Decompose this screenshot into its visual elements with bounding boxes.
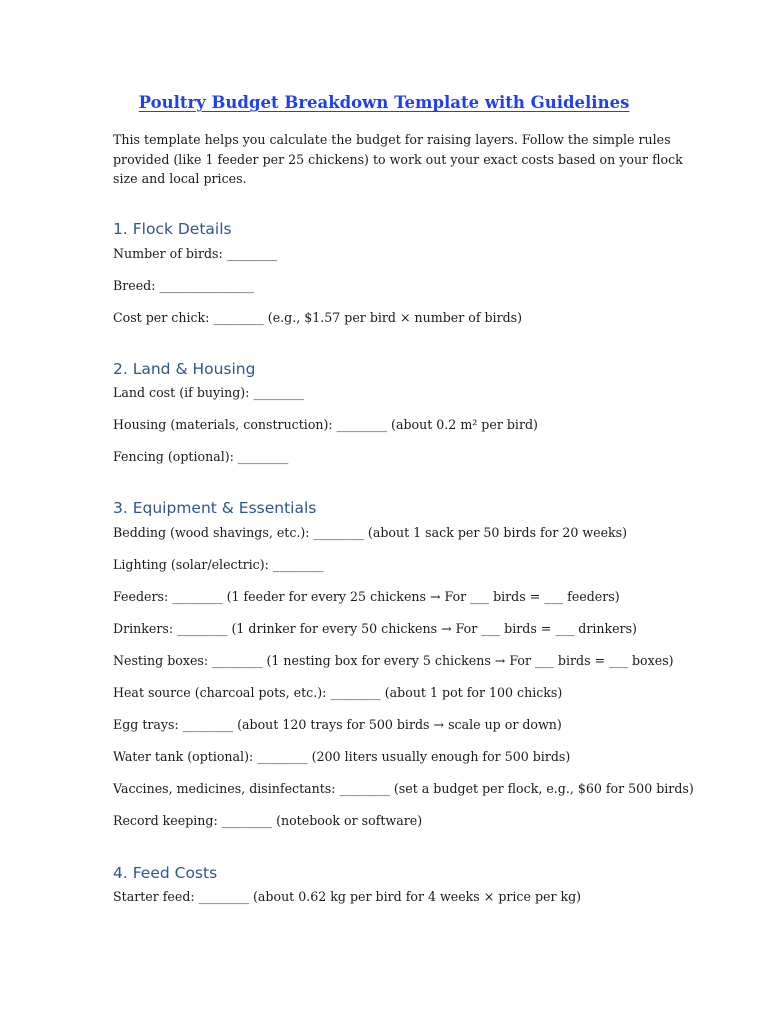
section-heading-feed-costs: 4. Feed Costs (113, 864, 218, 882)
field-fencing: Fencing (optional): ________ (113, 449, 289, 464)
field-breed: Breed: _______________ (113, 278, 254, 293)
document-title: Poultry Budget Breakdown Template with Guidelines (138, 93, 630, 112)
field-drinkers: Drinkers: ________ (1 drinker for every 50 chickens → For ___ birds = ___ drinkers) (113, 621, 637, 636)
intro-line: size and local prices. (113, 171, 247, 186)
field-heat-source: Heat source (charcoal pots, etc.): ________ (about 1 pot for 100 chicks) (113, 685, 563, 700)
section-heading-flock-details: 1. Flock Details (113, 220, 232, 238)
field-number-of-birds: Number of birds: ________ (113, 246, 278, 261)
intro-paragraph (113, 130, 683, 189)
field-land-cost: Land cost (if buying): ________ (113, 385, 304, 400)
field-lighting: Lighting (solar/electric): ________ (113, 557, 324, 572)
intro-line: This template helps you calculate the budget for raising layers. Follow the simple rules (113, 132, 671, 147)
field-vaccines: Vaccines, medicines, disinfectants: ________ (set a budget per flock, e.g., $60 for 500 birds) (113, 781, 694, 796)
field-water-tank: Water tank (optional): ________ (200 liters usually enough for 500 birds) (113, 749, 571, 764)
field-cost-per-chick: Cost per chick: ________ (e.g., $1.57 per bird × number of birds) (113, 310, 523, 325)
field-bedding: Bedding (wood shavings, etc.): ________ (about 1 sack per 50 birds for 20 weeks) (113, 525, 628, 540)
intro-line: provided (like 1 feeder per 25 chickens) to work out your exact costs based on your flock (113, 151, 683, 167)
field-nesting-boxes: Nesting boxes: ________ (1 nesting box for every 5 chickens → For ___ birds = ___ boxes) (113, 653, 674, 668)
section-heading-equipment: 3. Equipment & Essentials (113, 499, 317, 517)
field-feeders: Feeders: ________ (1 feeder for every 25 chickens → For ___ birds = ___ feeders) (113, 589, 620, 604)
field-record-keeping: Record keeping: ________ (notebook or software) (113, 813, 423, 828)
field-egg-trays: Egg trays: ________ (about 120 trays for 500 birds → scale up or down) (113, 717, 562, 732)
field-starter-feed: Starter feed: ________ (about 0.62 kg per bird for 4 weeks × price per kg) (113, 889, 582, 904)
section-heading-land-housing: 2. Land & Housing (113, 360, 256, 378)
field-housing: Housing (materials, construction): ________ (about 0.2 m² per bird) (113, 417, 538, 432)
